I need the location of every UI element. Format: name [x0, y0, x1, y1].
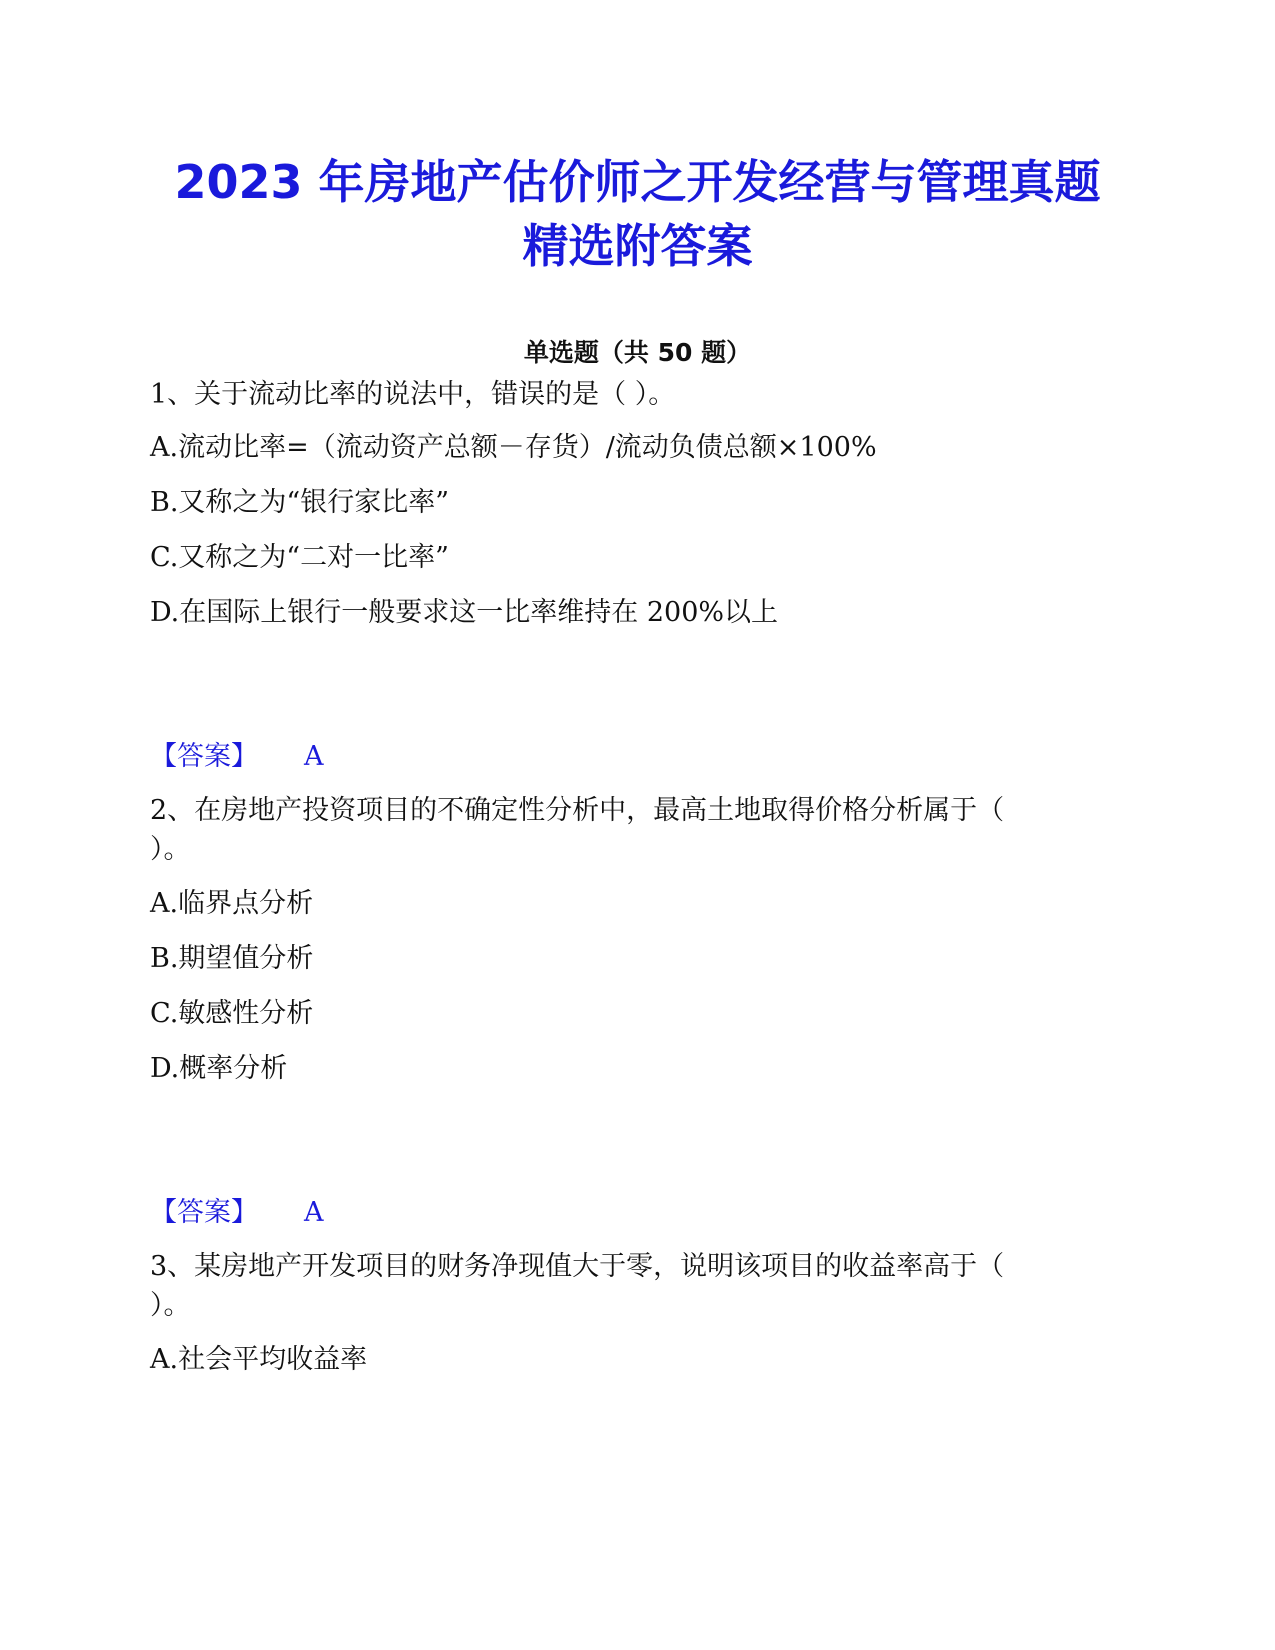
question-3-option-a: A.社会平均收益率 — [150, 1344, 368, 1375]
question-2-option-d: D.概率分析 — [150, 1053, 288, 1084]
question-1-option-b: B.又称之为“银行家比率” — [150, 487, 450, 518]
section-heading: 单选题（共 50 题） — [523, 338, 752, 367]
document-title-line-2: 精选附答案 — [522, 219, 753, 273]
question-1-option-d: D.在国际上银行一般要求这一比率维持在 200%以上 — [150, 597, 779, 628]
question-2-answer — [150, 1193, 324, 1233]
question-1-stem: 1、关于流动比率的说法中，错误的是（ ）。 — [150, 379, 676, 410]
question-3-stem-line-2: ）。 — [150, 1290, 191, 1321]
question-3-stem-line-1: 3、某房地产开发项目的财务净现值大于零，说明该项目的收益率高于（ — [150, 1251, 1005, 1282]
answer-label: 【答案】 — [150, 1197, 258, 1228]
question-2-stem-line-2: ）。 — [150, 834, 191, 865]
answer-value: A — [304, 741, 324, 772]
document-title — [0, 150, 1275, 278]
answer-value: A — [304, 1197, 324, 1228]
question-2-option-b: B.期望值分析 — [150, 943, 314, 974]
question-1-answer — [150, 737, 324, 777]
question-2-option-a: A.临界点分析 — [150, 888, 314, 919]
answer-label: 【答案】 — [150, 741, 258, 772]
question-1-option-c: C.又称之为“二对一比率” — [150, 542, 449, 573]
question-2-option-c: C.敏感性分析 — [150, 998, 314, 1029]
question-1-option-a: A.流动比率=（流动资产总额－存货）/流动负债总额×100% — [150, 432, 877, 463]
question-2-stem-line-1: 2、在房地产投资项目的不确定性分析中，最高土地取得价格分析属于（ — [150, 795, 1005, 826]
document-title-line-1: 2023 年房地产估价师之开发经营与管理真题 — [174, 155, 1101, 209]
